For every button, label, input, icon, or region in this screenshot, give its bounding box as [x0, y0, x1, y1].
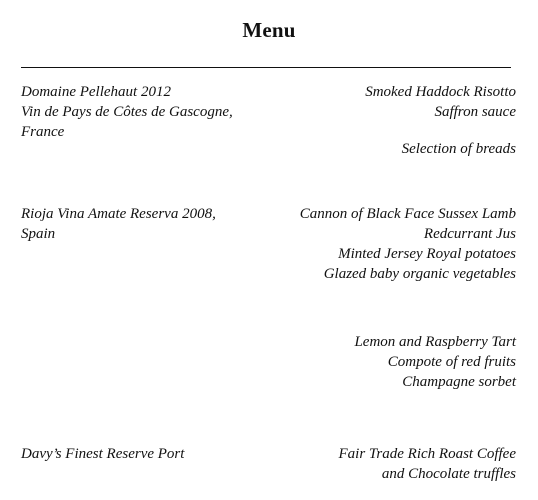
course-breads	[402, 139, 516, 159]
wine-2	[21, 204, 216, 244]
wine-2-line-2: Spain	[21, 226, 56, 242]
title-divider	[21, 67, 511, 68]
wine-3-line-1: Davy’s Finest Reserve Port	[21, 446, 185, 462]
course-breads-line-1: Selection of breads	[401, 141, 516, 157]
course-main	[300, 204, 516, 284]
wine-1-line-3: France	[21, 124, 65, 140]
course-main-line-4: Glazed baby organic vegetables	[323, 266, 516, 282]
wine-3	[21, 444, 184, 464]
wine-2-line-1: Rioja Vina Amate Reserva 2008,	[21, 206, 216, 222]
menu-title: Menu	[242, 18, 296, 42]
course-coffee-line-1: Fair Trade Rich Roast Coffee	[338, 446, 516, 462]
course-main-line-1: Cannon of Black Face Sussex Lamb	[299, 206, 516, 222]
course-coffee	[339, 444, 517, 484]
course-starter-line-1: Smoked Haddock Risotto	[365, 84, 516, 100]
course-dessert-line-1: Lemon and Raspberry Tart	[354, 334, 516, 350]
course-main-line-2: Redcurrant Jus	[423, 226, 516, 242]
course-dessert-line-2: Compote of red fruits	[387, 354, 516, 370]
course-coffee-line-2: and Chocolate truffles	[381, 466, 516, 482]
course-starter	[365, 82, 516, 122]
course-main-line-3: Minted Jersey Royal potatoes	[338, 246, 516, 262]
wine-1-line-1: Domaine Pellehaut 2012	[21, 84, 171, 100]
wine-1	[21, 82, 233, 142]
course-dessert	[354, 332, 516, 392]
wine-1-line-2: Vin de Pays de Côtes de Gascogne,	[21, 104, 233, 120]
course-dessert-line-3: Champagne sorbet	[402, 374, 516, 390]
course-starter-line-2: Saffron sauce	[434, 104, 516, 120]
